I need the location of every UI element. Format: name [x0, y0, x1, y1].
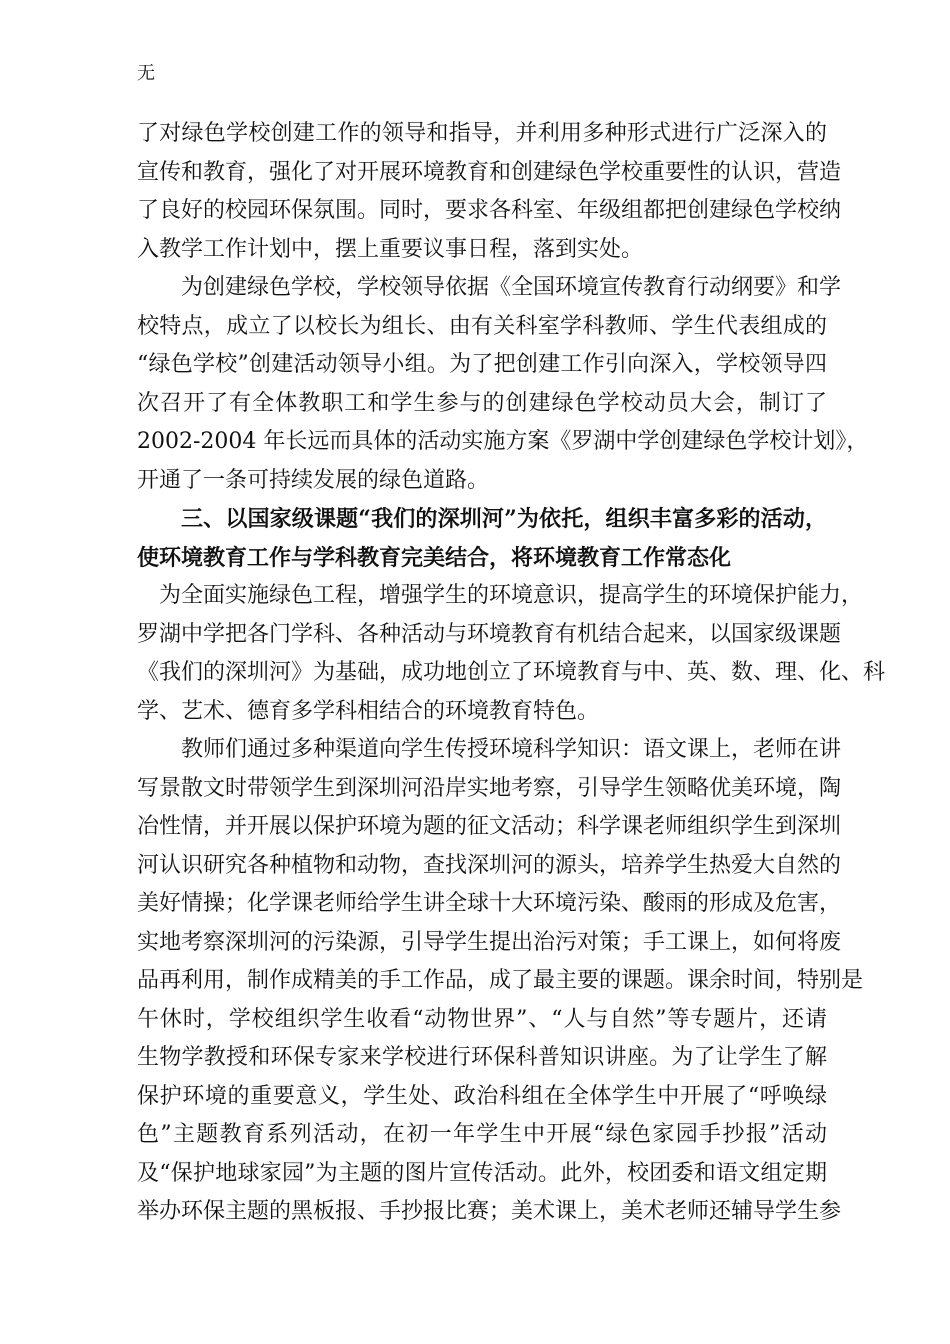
text-line: “绿色学校”创建活动领导小组。为了把创建工作引向深入，学校领导四 — [137, 352, 827, 377]
heading-line: 使环境教育工作与学科教育完美结合，将环境教育工作常态化 — [137, 544, 732, 571]
text-line: 2002-2004 年长远而具体的活动实施方案《罗湖中学创建绿色学校计划》， — [137, 429, 869, 454]
text-line: 举办环保主题的黑板报、手抄报比赛；美术课上，美术老师还辅导学生参 — [137, 1199, 842, 1224]
paragraph — [137, 269, 869, 500]
text-line: 开通了一条可持续发展的绿色道路。 — [137, 467, 490, 493]
text-line: 校特点，成立了以校长为组长、由有关科室学科教师、学生代表组成的 — [137, 313, 827, 339]
text-line: 次召开了有全体教职工和学生参与的创建绿色学校动员大会，制订了 — [137, 390, 827, 416]
text-line: 《我们的深圳河》为基础，成功地创立了环境教育与中、英、数、理、化、科 — [137, 660, 886, 685]
text-line: 实地考察深圳河的污染源，引导学生提出治污对策；手工课上，如何将废 — [137, 929, 842, 955]
text-line: 品再利用，制作成精美的手工作品，成了最主要的课题。课余时间，特别是 — [137, 968, 864, 993]
section-heading — [137, 500, 827, 577]
paragraph — [137, 577, 886, 731]
document-body — [137, 115, 886, 1232]
text-line: 为创建绿色学校，学校领导依据《全国环境宣传教育行动纲要》和学 — [181, 275, 842, 300]
text-line: 了对绿色学校创建工作的领导和指导，并利用多种形式进行广泛深入的 — [137, 121, 827, 146]
text-line: 冶性情，并开展以保护环境为题的征文活动；科学课老师组织学生到深圳 — [137, 814, 842, 839]
text-line: 美好情操；化学课老师给学生讲全球十大环境污染、酸雨的形成及危害， — [137, 891, 842, 916]
text-line: 学、艺术、德育多学科相结合的环境教育特色。 — [137, 698, 600, 724]
text-line: 及“保护地球家园”为主题的图片宣传活动。此外，校团委和语文组定期 — [137, 1160, 827, 1186]
text-line: 入教学工作计划中，摆上重要议事日程，落到实处。 — [137, 236, 644, 262]
text-line: 河认识研究各种植物和动物，查找深圳河的源头，培养学生热爱大自然的 — [137, 852, 842, 878]
heading-line: 三、以国家级课题“我们的深圳河”为依托，组织丰富多彩的活动， — [181, 506, 827, 532]
text-line: 午休时，学校组织学生收看“动物世界”、“人与自然”等专题片，还请 — [137, 1006, 827, 1032]
page-header: 无 — [137, 63, 155, 84]
text-line: 罗湖中学把各门学科、各种活动与环境教育有机结合起来，以国家级课题 — [137, 621, 842, 647]
text-line: 色”主题教育系列活动，在初一年学生中开展“绿色家园手抄报”活动 — [137, 1122, 827, 1147]
paragraph — [137, 115, 842, 269]
text-line: 了良好的校园环保氛围。同时，要求各科室、年级组都把创建绿色学校纳 — [137, 198, 842, 223]
text-line: 为全面实施绿色工程，增强学生的环境意识，提高学生的环境保护能力， — [159, 583, 864, 608]
text-line: 生物学教授和环保专家来学校进行环保科普知识讲座。为了让学生了解 — [137, 1045, 827, 1070]
text-line: 保护环境的重要意义，学生处、政治科组在全体学生中开展了“呼唤绿 — [137, 1083, 827, 1109]
text-line: 宣传和教育，强化了对开展环境教育和创建绿色学校重要性的认识，营造 — [137, 159, 842, 185]
text-line: 教师们通过多种渠道向学生传授环境科学知识：语文课上，老师在讲 — [181, 737, 842, 762]
text-line: 写景散文时带领学生到深圳河沿岸实地考察，引导学生领略优美环境，陶 — [137, 775, 842, 801]
paragraph — [137, 731, 864, 1232]
